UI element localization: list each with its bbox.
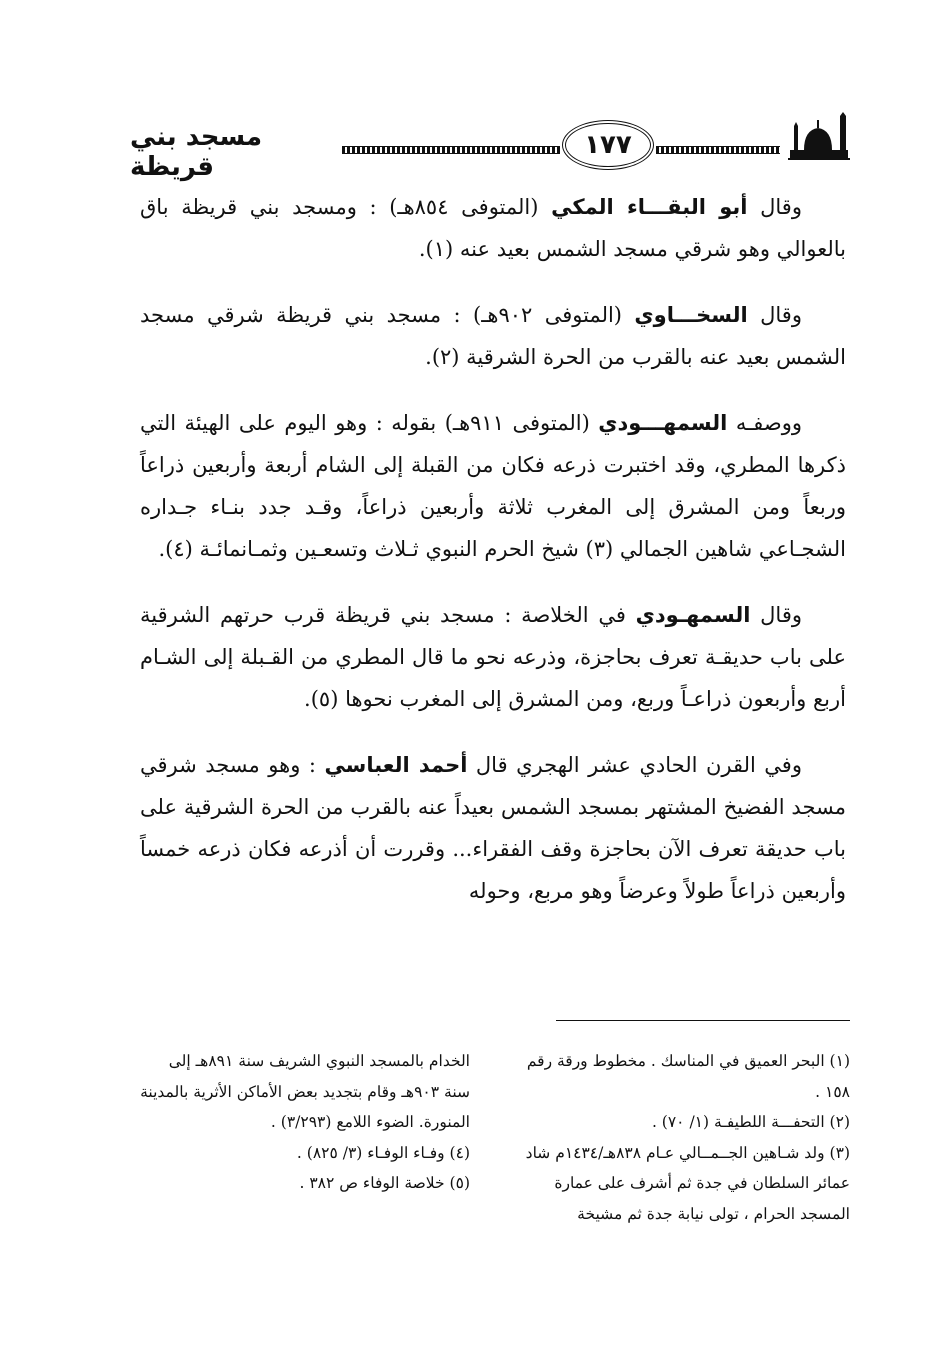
text-run: . <box>425 345 432 369</box>
footnote-separator <box>556 1020 850 1021</box>
bold-name: السمهـودي <box>635 603 751 627</box>
text-run: شيخ الحرم النبوي ثـلاث وتسعـين وثمـانمائـة <box>192 537 586 561</box>
text-run: (المتوفى ٩١١هـ) بقوله : وهو اليوم على الهيئة التي ذكرها المطري، وقد اختبرت ذرعه فكان من القبلة إلى الشام أربعة وأربعين ذراعاً وربعاً ومن المشرق إلى المغرب ثلاثة وأربعين ذراعاً، وقـد جدد بنـاء جـداره الشجـاعي شاهين الجمالي <box>140 411 846 561</box>
footnote: (٤) وفـاء الوفـاء (٣/ ٨٢٥) . <box>296 1143 470 1162</box>
paragraph <box>140 186 846 270</box>
text-run: في الخلاصة : مسجد بني قريظة قرب حرتهم الشرقية على باب حديقـة تعرف بحاجزة، وذرعه نحو ما قال المطري من القـبلة إلى الشـام أربع وأربعون ذراعـاً وربع، ومن المشرق إلى المغرب نحوها <box>140 603 846 711</box>
footnote-continued: الخدام بالمسجد النبوي الشريف سنة ٨٩١هـ إلى سنة ٩٠٣هـ وقام بتجديد بعض الأماكن الأثرية بالمدينة المنورة. الضوء اللامع (٣/٢٩٣) . <box>140 1052 470 1131</box>
footnote-ref: (٣) <box>585 537 614 561</box>
footnote-ref: (٢) <box>431 345 460 369</box>
footnotes-right-column <box>500 1046 850 1229</box>
footnote-ref: (١) <box>425 237 454 261</box>
text-run: وقال <box>747 303 802 327</box>
footnote: (٢) التحفـــة اللطيفـة (١/ ٧٠) . <box>651 1113 850 1131</box>
mosque-icon <box>786 112 850 162</box>
main-text <box>140 186 846 936</box>
bold-name: السمهـــودي <box>598 411 728 435</box>
footnote-ref: (٤) <box>165 537 193 561</box>
bold-name: أبو البقـــاء المكي <box>551 195 748 219</box>
text-run: وقال <box>747 195 802 219</box>
text-run: وفي القرن الحادي عشر الهجري قال <box>467 753 802 777</box>
bold-name: السخـــاوي <box>634 303 748 327</box>
text-run: وقال <box>750 603 802 627</box>
text-run: . <box>304 687 311 711</box>
footnote-ref: (٥) <box>310 687 339 711</box>
header-ornament-left <box>342 146 560 154</box>
footnotes-left-column <box>140 1046 470 1199</box>
text-run: . <box>158 537 166 561</box>
header-ornament-right <box>656 146 780 154</box>
text-run: . <box>418 237 426 261</box>
paragraph <box>140 294 846 378</box>
paragraph <box>140 594 846 720</box>
footnote: (٥) خلاصة الوفاء ص ٣٨٢ . <box>299 1174 470 1192</box>
text-run: (المتوفى ٨٥٤هـ) : ومسجد بني قريظة باق بالعوالي وهو شرقي مسجد الشمس بعيد عنه <box>140 195 846 261</box>
text-run: : وهو مسجد شرقي مسجد الفضيخ المشتهر بمسجد الشمس بعيداً عنه بالقرب من الحرة الشرقية على باب حديقة تعرف الآن بحاجزة وقف الفقراء... وقررت أن أذرعه فكان ذرعه خمساً وأربعين ذراعاً طولاً وعرضاً وهو مربع، وحوله <box>140 753 846 903</box>
bold-name: أحمد العباسي <box>324 753 468 777</box>
running-title: مسجد بني قريظة <box>130 122 263 182</box>
text-run: ووصفـه <box>727 411 802 435</box>
text-run: (المتوفى ٩٠٢هـ) : مسجد بني قريظة شرقي مسجد الشمس بعيد عنه بالقرب من الحرة الشرقية <box>140 303 846 369</box>
paragraph <box>140 402 846 570</box>
page-header <box>130 112 850 182</box>
paragraph <box>140 744 846 912</box>
page-number: ١٧٧ <box>562 120 654 170</box>
footnote: (٣) ولد شـاهين الجــمــالي عـام ٨٣٨هـ/١٤٣٤م شاد عمائر السلطان في جدة ثم أشرف على عمارة المسجد الحرام ، تولى نيابة جدة ثم مشيخة <box>525 1143 850 1223</box>
footnote: (١) البحر العميق في المناسك . مخطوط ورقة رقم ١٥٨ . <box>526 1052 850 1101</box>
